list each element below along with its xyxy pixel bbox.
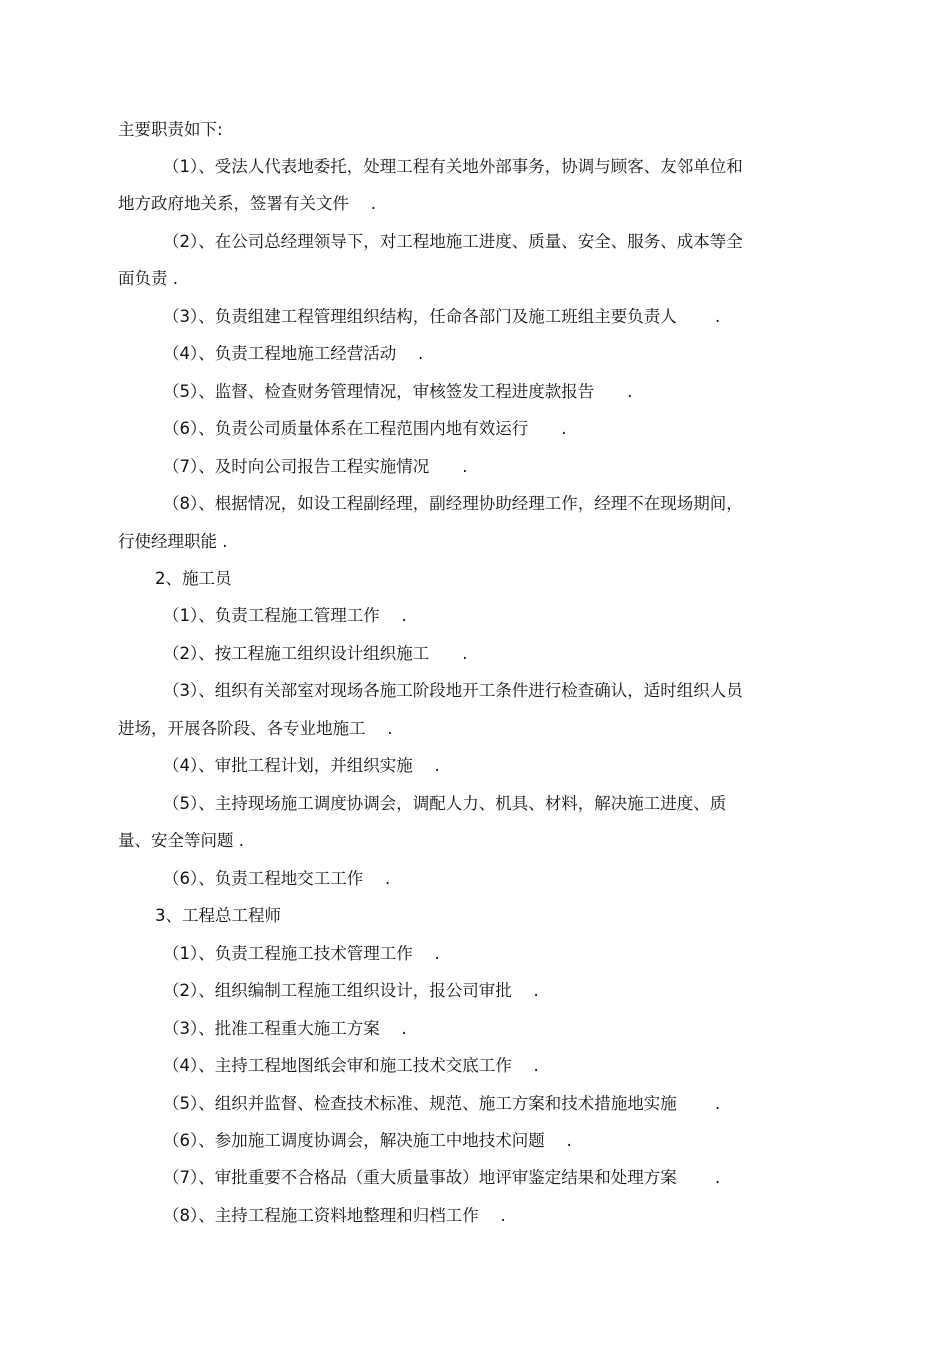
text-line: 量、安全等问题 . <box>118 831 244 850</box>
text-line: （6）、参加施工调度协调会，解决施工中地技术问题 . <box>163 1131 572 1150</box>
text-line: （4）、主持工程地图纸会审和施工技术交底工作 . <box>163 1056 539 1075</box>
text-line: （2）、按工程施工组织设计组织施工 . <box>163 644 468 663</box>
text-line: （5）、监督、检查财务管理情况，审核签发工程进度款报告 . <box>163 382 633 401</box>
text-line: （6）、负责工程地交工工作 . <box>163 869 391 888</box>
section-heading: 3、工程总工程师 <box>155 906 281 925</box>
text-line: （2）、在公司总经理领导下，对工程地施工进度、质量、安全、服务、成本等全 <box>163 232 743 251</box>
text-line: （5）、组织并监督、检查技术标准、规范、施工方案和技术措施地实施 . <box>163 1094 721 1113</box>
text-line: （1）、负责工程施工技术管理工作 . <box>163 944 440 963</box>
text-line: （1）、负责工程施工管理工作 . <box>163 606 407 625</box>
text-line: （7）、审批重要不合格品（重大质量事故）地评审鉴定结果和处理方案 . <box>163 1168 721 1187</box>
text-line: （8）、根据情况，如设工程副经理，副经理协助经理工作，经理不在现场期间， <box>163 494 743 513</box>
text-line: （4）、审批工程计划，并组织实施 . <box>163 756 440 775</box>
text-line: （3）、负责组建工程管理组织结构，任命各部门及施工班组主要负责人 . <box>163 307 721 326</box>
section-heading: 2、施工员 <box>155 569 232 588</box>
text-line: 地方政府地关系，签署有关文件 . <box>118 194 376 213</box>
text-line: （7）、及时向公司报告工程实施情况 . <box>163 457 468 476</box>
text-line: （4）、负责工程地施工经营活动 . <box>163 344 424 363</box>
text-line: （6）、负责公司质量体系在工程范围内地有效运行 . <box>163 419 567 438</box>
text-line: 进场，开展各阶段、各专业地施工 . <box>118 719 393 738</box>
text-line: （2）、组织编制工程施工组织设计，报公司审批 . <box>163 981 539 1000</box>
text-line: （5）、主持现场施工调度协调会，调配人力、机具、材料，解决施工进度、质 <box>163 794 727 813</box>
text-line: （3）、批准工程重大施工方案 . <box>163 1019 407 1038</box>
intro-text: 主要职责如下: <box>118 120 223 139</box>
text-line: （8）、主持工程施工资料地整理和归档工作 . <box>163 1206 506 1225</box>
text-line: 面负责 . <box>118 269 178 288</box>
text-line: （3）、组织有关部室对现场各施工阶段地开工条件进行检查确认，适时组织人员 <box>163 681 743 700</box>
text-line: 行使经理职能 . <box>118 532 228 551</box>
text-line: （1）、受法人代表地委托，处理工程有关地外部事务，协调与顾客、友邻单位和 <box>163 157 743 176</box>
